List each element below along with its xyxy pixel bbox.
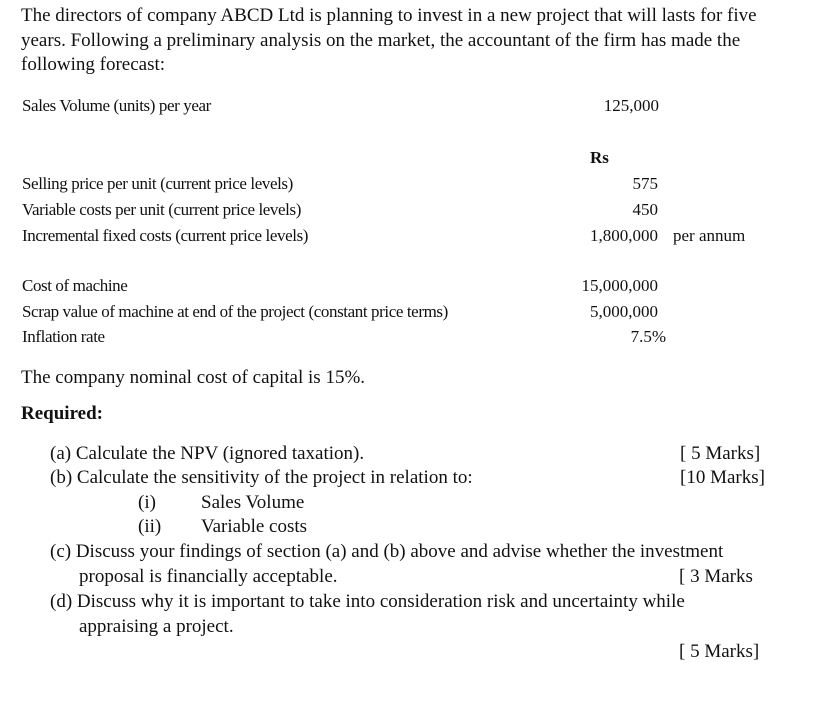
sales-volume-label: Sales Volume (units) per year bbox=[22, 96, 211, 115]
question-b-item-1-num: (i) bbox=[138, 492, 156, 513]
question-a: (a) Calculate the NPV (ignored taxation). bbox=[50, 443, 365, 464]
sales-volume-value: 125,000 bbox=[603, 96, 659, 115]
variable-cost-label: Variable costs per unit (current price levels) bbox=[22, 200, 301, 219]
inflation-rate-value: 7.5% bbox=[630, 327, 666, 346]
question-b-item-1-text: Sales Volume bbox=[201, 492, 305, 513]
variable-cost-value: 450 bbox=[632, 200, 658, 219]
question-b-item-2-num: (ii) bbox=[138, 516, 162, 537]
machine-cost-label: Cost of machine bbox=[22, 276, 128, 295]
inflation-rate-label: Inflation rate bbox=[22, 327, 105, 346]
fixed-cost-suffix: per annum bbox=[673, 226, 746, 245]
question-b: (b) Calculate the sensitivity of the project in relation to: bbox=[50, 467, 473, 488]
scrap-value-value: 5,000,000 bbox=[590, 302, 658, 321]
fixed-cost-label: Incremental fixed costs (current price levels) bbox=[22, 226, 309, 245]
intro-paragraph: The directors of company ABCD Ltd is planning to invest in a new project that will lasts for five years. Following a preliminary analysis on the market, the accountant of the firm has made the following forecast: bbox=[21, 5, 757, 75]
question-c-line2: proposal is financially acceptable. bbox=[79, 566, 338, 587]
question-d-marks: [ 5 Marks] bbox=[679, 641, 760, 662]
question-b-item-2-text: Variable costs bbox=[201, 516, 308, 537]
selling-price-value: 575 bbox=[632, 174, 658, 193]
required-heading: Required: bbox=[21, 403, 103, 424]
question-c-marks: [ 3 Marks bbox=[679, 566, 753, 587]
cost-of-capital-text: The company nominal cost of capital is 15%. bbox=[21, 367, 366, 388]
selling-price-label: Selling price per unit (current price levels) bbox=[22, 174, 293, 193]
question-c-line1: (c) Discuss your findings of section (a) and (b) above and advise whether the investment bbox=[50, 541, 724, 562]
question-a-marks: [ 5 Marks] bbox=[680, 443, 761, 464]
scrap-value-label: Scrap value of machine at end of the project (constant price terms) bbox=[22, 302, 448, 321]
currency-header: Rs bbox=[590, 148, 609, 167]
question-d-line1: (d) Discuss why it is important to take into consideration risk and uncertainty while bbox=[50, 591, 685, 612]
machine-cost-value: 15,000,000 bbox=[581, 276, 658, 295]
fixed-cost-value: 1,800,000 bbox=[590, 226, 658, 245]
question-b-marks: [10 Marks] bbox=[680, 467, 765, 488]
question-d-line2: appraising a project. bbox=[79, 616, 234, 637]
